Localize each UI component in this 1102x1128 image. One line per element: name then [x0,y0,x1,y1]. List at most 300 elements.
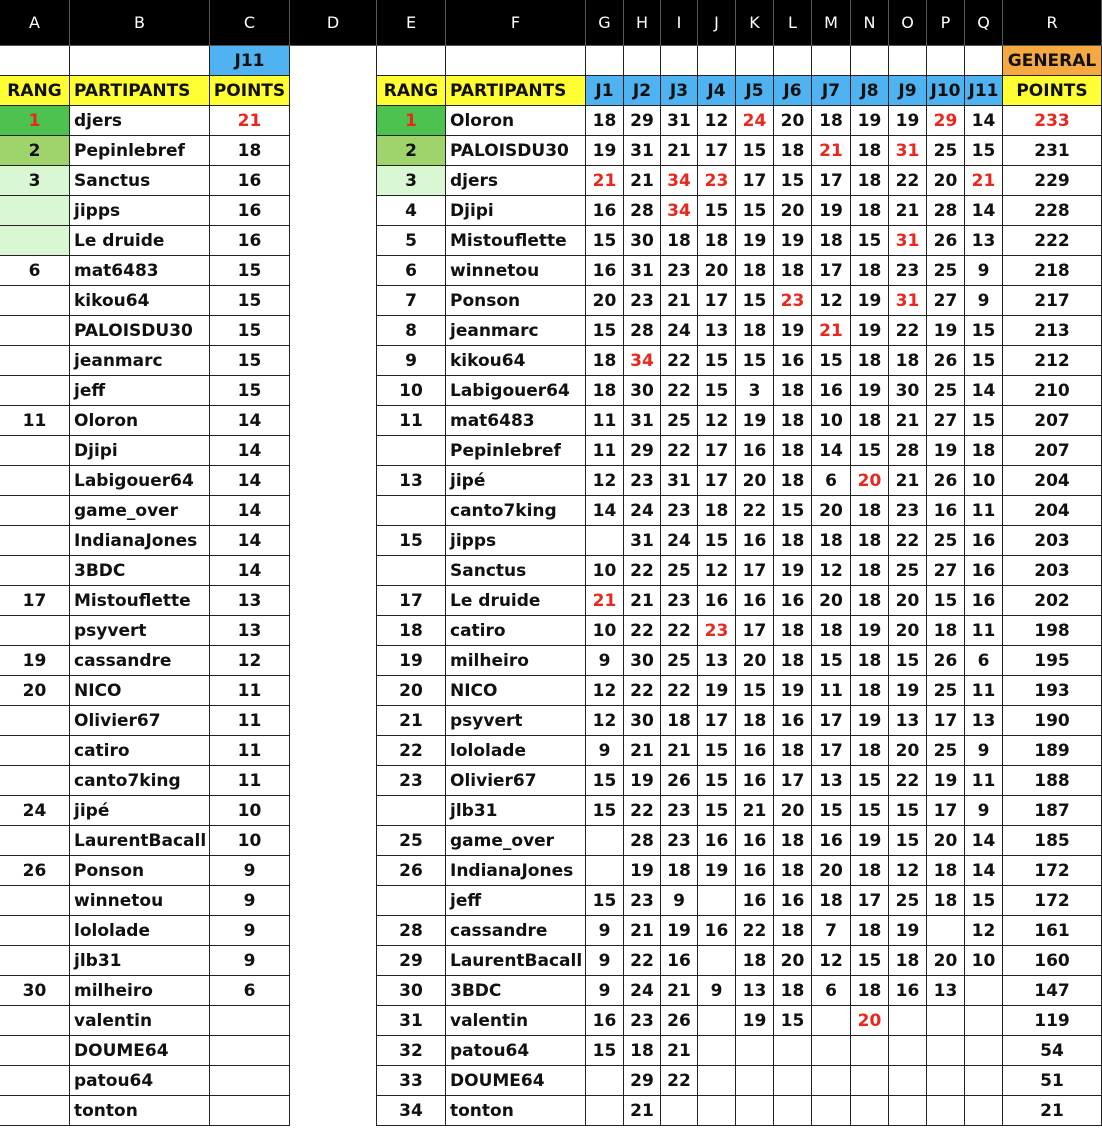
spacer-cell[interactable] [290,346,377,376]
round-score[interactable]: 7 [812,916,851,946]
round-score[interactable]: 10 [586,556,624,586]
right-rank[interactable]: 4 [377,196,446,226]
right-player-name[interactable]: psyvert [446,706,586,736]
round-score[interactable]: 9 [965,796,1003,826]
round-score[interactable]: 18 [736,706,774,736]
round-score[interactable]: 16 [698,826,736,856]
round-score[interactable]: 30 [624,706,661,736]
round-score[interactable]: 16 [774,706,812,736]
right-rank[interactable]: 11 [377,406,446,436]
left-rank[interactable]: 11 [0,406,70,436]
left-points[interactable]: 9 [210,886,290,916]
round-score[interactable]: 16 [661,946,698,976]
right-player-name[interactable]: LaurentBacall [446,946,586,976]
column-header-a[interactable]: A [0,0,70,46]
left-points[interactable] [210,1006,290,1036]
right-rank[interactable]: 9 [377,346,446,376]
round-score[interactable]: 9 [586,946,624,976]
round-score[interactable]: 26 [661,1006,698,1036]
round-score[interactable]: 26 [927,466,965,496]
round-score[interactable]: 19 [927,316,965,346]
round-score[interactable]: 15 [889,646,927,676]
right-rank[interactable]: 25 [377,826,446,856]
round-score[interactable]: 12 [812,946,851,976]
left-player-name[interactable]: lololade [70,916,210,946]
round-score[interactable] [586,826,624,856]
round-score[interactable]: 9 [698,976,736,1006]
left-rank[interactable] [0,286,70,316]
left-points[interactable]: 15 [210,286,290,316]
round-score[interactable]: 27 [927,286,965,316]
round-score[interactable]: 12 [812,286,851,316]
round-score[interactable]: 30 [624,376,661,406]
right-player-name[interactable]: djers [446,166,586,196]
round-score[interactable]: 22 [661,676,698,706]
round-score[interactable]: 17 [736,616,774,646]
left-header-rank[interactable]: RANG [0,76,70,106]
round-score[interactable]: 19 [736,406,774,436]
round-score[interactable] [698,946,736,976]
round-score[interactable]: 9 [586,646,624,676]
round-score[interactable]: 16 [774,586,812,616]
left-rank[interactable] [0,1036,70,1066]
round-score[interactable]: 20 [774,946,812,976]
left-player-name[interactable]: Djipi [70,436,210,466]
total-points[interactable]: 185 [1003,826,1102,856]
left-rank[interactable]: 30 [0,976,70,1006]
round-score[interactable]: 18 [851,646,889,676]
round-score[interactable]: 18 [812,106,851,136]
right-player-name[interactable]: lololade [446,736,586,766]
left-rank[interactable]: 2 [0,136,70,166]
round-score[interactable]: 17 [812,166,851,196]
round-score[interactable] [774,1096,812,1126]
right-player-name[interactable]: NICO [446,676,586,706]
left-points[interactable]: 15 [210,316,290,346]
round-score[interactable]: 18 [927,886,965,916]
left-player-name[interactable]: kikou64 [70,286,210,316]
column-header-c[interactable]: C [210,0,290,46]
right-rank[interactable]: 6 [377,256,446,286]
round-score[interactable]: 20 [851,1006,889,1036]
round-score[interactable]: 22 [661,346,698,376]
round-score[interactable]: 29 [624,1066,661,1096]
round-score[interactable] [736,1036,774,1066]
round-score[interactable]: 15 [736,346,774,376]
column-header-g[interactable]: G [586,0,624,46]
left-rank[interactable] [0,826,70,856]
round-header-j1[interactable]: J1 [586,76,624,106]
left-player-name[interactable]: mat6483 [70,256,210,286]
round-score[interactable]: 20 [736,466,774,496]
round-score[interactable]: 25 [927,136,965,166]
left-points[interactable]: 15 [210,256,290,286]
round-score[interactable]: 20 [812,586,851,616]
left-points[interactable]: 11 [210,706,290,736]
round-score[interactable]: 16 [736,436,774,466]
right-rank[interactable]: 22 [377,736,446,766]
right-rank[interactable]: 20 [377,676,446,706]
round-score[interactable]: 15 [812,796,851,826]
round-score[interactable]: 16 [889,976,927,1006]
round-score[interactable]: 19 [661,916,698,946]
left-rank[interactable] [0,376,70,406]
left-rank[interactable] [0,496,70,526]
total-points[interactable]: 204 [1003,466,1102,496]
spacer-cell[interactable] [290,526,377,556]
round-score[interactable]: 13 [965,226,1003,256]
round-score[interactable]: 15 [698,196,736,226]
left-rank[interactable] [0,1006,70,1036]
round-score[interactable]: 20 [698,256,736,286]
total-points[interactable]: 172 [1003,886,1102,916]
spacer-cell[interactable] [290,886,377,916]
round-score[interactable]: 22 [736,916,774,946]
left-points[interactable]: 9 [210,856,290,886]
right-player-name[interactable]: jipé [446,466,586,496]
left-player-name[interactable]: Labigouer64 [70,466,210,496]
round-score[interactable]: 19 [851,706,889,736]
column-header-j[interactable]: J [698,0,736,46]
left-player-name[interactable]: psyvert [70,616,210,646]
round-score[interactable]: 18 [851,676,889,706]
left-player-name[interactable]: milheiro [70,976,210,1006]
round-score[interactable]: 28 [624,196,661,226]
spacer-cell[interactable] [290,916,377,946]
round-score[interactable]: 18 [774,526,812,556]
round-header-j11[interactable]: J11 [965,76,1003,106]
round-score[interactable]: 19 [851,316,889,346]
spacer-cell[interactable] [290,376,377,406]
cell-r1-12[interactable] [812,46,851,76]
left-points[interactable]: 14 [210,526,290,556]
left-rank[interactable]: 1 [0,106,70,136]
round-score[interactable]: 15 [586,796,624,826]
round-score[interactable]: 31 [889,226,927,256]
round-score[interactable]: 23 [698,616,736,646]
round-score[interactable]: 18 [774,406,812,436]
spacer-cell[interactable] [290,256,377,286]
left-player-name[interactable]: valentin [70,1006,210,1036]
left-player-name[interactable]: Pepinlebref [70,136,210,166]
round-score[interactable]: 20 [927,826,965,856]
round-score[interactable]: 9 [586,976,624,1006]
right-player-name[interactable]: jeff [446,886,586,916]
round-score[interactable]: 21 [812,136,851,166]
total-points[interactable]: 193 [1003,676,1102,706]
right-rank[interactable] [377,496,446,526]
left-header-players[interactable]: PARTIPANTS [70,76,210,106]
round-score[interactable]: 25 [889,886,927,916]
round-header-j9[interactable]: J9 [889,76,927,106]
spacer-cell[interactable] [290,676,377,706]
round-score[interactable] [889,1096,927,1126]
round-score[interactable]: 19 [774,226,812,256]
round-score[interactable]: 13 [736,976,774,1006]
round-score[interactable]: 16 [736,856,774,886]
round-score[interactable]: 18 [774,646,812,676]
total-points[interactable]: 161 [1003,916,1102,946]
cell-r1-8[interactable] [661,46,698,76]
round-score[interactable]: 22 [661,1066,698,1096]
total-points[interactable]: 51 [1003,1066,1102,1096]
left-rank[interactable] [0,1066,70,1096]
round-score[interactable]: 16 [812,826,851,856]
round-score[interactable]: 22 [624,616,661,646]
round-score[interactable]: 18 [774,916,812,946]
spacer-cell[interactable] [290,286,377,316]
round-score[interactable] [698,1036,736,1066]
round-score[interactable]: 24 [624,976,661,1006]
round-score[interactable]: 16 [586,1006,624,1036]
round-score[interactable] [698,1066,736,1096]
spacer-cell[interactable] [290,976,377,1006]
round-score[interactable]: 26 [661,766,698,796]
left-player-name[interactable]: PALOISDU30 [70,316,210,346]
column-header-o[interactable]: O [889,0,927,46]
round-score[interactable]: 18 [851,136,889,166]
total-points[interactable]: 233 [1003,106,1102,136]
left-points[interactable]: 9 [210,916,290,946]
total-points[interactable]: 213 [1003,316,1102,346]
right-player-name[interactable]: canto7king [446,496,586,526]
round-score[interactable]: 19 [586,136,624,166]
round-score[interactable]: 18 [851,196,889,226]
left-points[interactable]: 18 [210,136,290,166]
round-score[interactable]: 34 [624,346,661,376]
round-score[interactable]: 18 [774,616,812,646]
round-score[interactable]: 30 [889,376,927,406]
total-points[interactable]: 210 [1003,376,1102,406]
round-score[interactable] [927,1036,965,1066]
right-player-name[interactable]: catiro [446,616,586,646]
round-score[interactable]: 19 [851,826,889,856]
round-score[interactable]: 15 [965,316,1003,346]
right-player-name[interactable]: Sanctus [446,556,586,586]
right-player-name[interactable]: Ponson [446,286,586,316]
round-score[interactable]: 23 [889,256,927,286]
right-player-name[interactable]: winnetou [446,256,586,286]
round-score[interactable] [698,1006,736,1036]
round-score[interactable]: 17 [698,466,736,496]
round-score[interactable]: 24 [661,316,698,346]
round-score[interactable]: 15 [698,766,736,796]
round-score[interactable]: 18 [586,106,624,136]
total-points[interactable]: 212 [1003,346,1102,376]
round-score[interactable]: 15 [698,736,736,766]
right-player-name[interactable]: Le druide [446,586,586,616]
round-score[interactable]: 30 [624,226,661,256]
round-score[interactable]: 17 [698,436,736,466]
round-score[interactable]: 19 [851,106,889,136]
left-rank[interactable] [0,1096,70,1126]
round-score[interactable]: 16 [736,886,774,916]
round-score[interactable]: 22 [661,436,698,466]
left-rank[interactable] [0,766,70,796]
round-score[interactable]: 23 [661,826,698,856]
round-score[interactable] [812,1036,851,1066]
right-rank[interactable]: 8 [377,316,446,346]
round-score[interactable]: 18 [851,346,889,376]
total-points[interactable]: 207 [1003,406,1102,436]
round-score[interactable]: 21 [661,286,698,316]
left-points[interactable]: 12 [210,646,290,676]
cell-a1[interactable] [0,46,70,76]
round-score[interactable]: 22 [624,676,661,706]
left-rank[interactable] [0,526,70,556]
left-points[interactable]: 16 [210,166,290,196]
round-score[interactable]: 18 [851,496,889,526]
left-points[interactable]: 14 [210,556,290,586]
cell-e1[interactable] [377,46,446,76]
round-score[interactable]: 17 [812,706,851,736]
round-score[interactable]: 14 [586,496,624,526]
round-score[interactable]: 18 [774,856,812,886]
round-score[interactable]: 25 [889,556,927,586]
total-points[interactable]: 228 [1003,196,1102,226]
round-score[interactable] [889,1066,927,1096]
round-score[interactable]: 9 [965,736,1003,766]
round-score[interactable]: 15 [812,646,851,676]
round-score[interactable]: 29 [927,106,965,136]
round-score[interactable]: 15 [851,946,889,976]
right-player-name[interactable]: valentin [446,1006,586,1036]
left-points[interactable]: 14 [210,466,290,496]
total-points[interactable]: 21 [1003,1096,1102,1126]
round-score[interactable]: 19 [851,376,889,406]
spacer-cell[interactable] [290,106,377,136]
right-header-points[interactable]: POINTS [1003,76,1102,106]
round-score[interactable] [586,1066,624,1096]
cell-r1-9[interactable] [698,46,736,76]
round-score[interactable]: 28 [624,316,661,346]
cell-r1-13[interactable] [851,46,889,76]
round-score[interactable]: 29 [624,106,661,136]
round-score[interactable]: 10 [586,616,624,646]
round-header-j10[interactable]: J10 [927,76,965,106]
round-score[interactable]: 14 [965,196,1003,226]
spacer-cell[interactable] [290,406,377,436]
column-header-i[interactable]: I [661,0,698,46]
left-player-name[interactable]: Ponson [70,856,210,886]
spacer-cell[interactable] [290,706,377,736]
total-points[interactable]: 231 [1003,136,1102,166]
spacer-cell[interactable] [290,646,377,676]
right-rank[interactable]: 7 [377,286,446,316]
spacer-cell[interactable] [290,616,377,646]
total-points[interactable]: 229 [1003,166,1102,196]
round-score[interactable] [927,1096,965,1126]
cell-d1[interactable] [290,46,377,76]
spacer-cell[interactable] [290,826,377,856]
round-score[interactable]: 34 [661,196,698,226]
spacer-cell[interactable] [290,946,377,976]
left-points[interactable]: 11 [210,676,290,706]
spacer-cell[interactable] [290,586,377,616]
left-player-name[interactable]: NICO [70,676,210,706]
round-score[interactable]: 21 [812,316,851,346]
right-rank[interactable]: 10 [377,376,446,406]
total-points[interactable]: 218 [1003,256,1102,286]
round-score[interactable]: 15 [586,1036,624,1066]
left-player-name[interactable]: djers [70,106,210,136]
right-rank[interactable]: 17 [377,586,446,616]
spacer-cell[interactable] [290,556,377,586]
round-header-j4[interactable]: J4 [698,76,736,106]
round-score[interactable] [586,856,624,886]
round-score[interactable]: 15 [586,886,624,916]
round-score[interactable]: 18 [698,226,736,256]
round-score[interactable]: 22 [624,796,661,826]
round-score[interactable]: 18 [927,616,965,646]
round-score[interactable]: 13 [698,646,736,676]
spacer-cell[interactable] [290,766,377,796]
left-points[interactable]: 21 [210,106,290,136]
right-player-name[interactable]: milheiro [446,646,586,676]
total-points[interactable]: 190 [1003,706,1102,736]
left-rank[interactable] [0,916,70,946]
round-score[interactable]: 20 [889,616,927,646]
total-points[interactable]: 203 [1003,526,1102,556]
round-score[interactable]: 31 [624,256,661,286]
round-score[interactable]: 15 [698,376,736,406]
round-score[interactable]: 15 [927,586,965,616]
cell-r1-10[interactable] [736,46,774,76]
round-score[interactable]: 15 [736,676,774,706]
round-score[interactable]: 20 [774,796,812,826]
round-score[interactable]: 17 [927,796,965,826]
spacer-cell[interactable] [290,1066,377,1096]
round-score[interactable]: 18 [774,256,812,286]
left-rank[interactable]: 17 [0,586,70,616]
round-score[interactable] [774,1036,812,1066]
left-player-name[interactable]: jeff [70,376,210,406]
round-score[interactable]: 23 [624,286,661,316]
total-points[interactable]: 54 [1003,1036,1102,1066]
round-score[interactable]: 15 [736,136,774,166]
round-score[interactable]: 23 [661,256,698,286]
spacer-cell[interactable] [290,316,377,346]
round-score[interactable]: 11 [586,406,624,436]
round-score[interactable]: 23 [889,496,927,526]
round-score[interactable]: 28 [889,436,927,466]
round-score[interactable]: 23 [698,166,736,196]
right-rank[interactable]: 18 [377,616,446,646]
round-score[interactable]: 23 [624,466,661,496]
column-header-n[interactable]: N [851,0,889,46]
round-score[interactable]: 31 [661,466,698,496]
right-player-name[interactable]: Oloron [446,106,586,136]
round-score[interactable]: 20 [586,286,624,316]
right-rank[interactable]: 23 [377,766,446,796]
round-score[interactable] [586,526,624,556]
round-score[interactable]: 23 [661,796,698,826]
right-player-name[interactable]: mat6483 [446,406,586,436]
round-score[interactable] [851,1066,889,1096]
round-header-j6[interactable]: J6 [774,76,812,106]
round-score[interactable] [965,1036,1003,1066]
round-score[interactable] [965,1066,1003,1096]
round-score[interactable]: 18 [736,256,774,286]
spacer-cell[interactable] [290,226,377,256]
left-player-name[interactable]: Mistouflette [70,586,210,616]
round-score[interactable]: 23 [774,286,812,316]
round-score[interactable]: 16 [736,826,774,856]
right-rank[interactable]: 5 [377,226,446,256]
round-header-j8[interactable]: J8 [851,76,889,106]
round-score[interactable] [889,1036,927,1066]
left-points[interactable]: 13 [210,616,290,646]
